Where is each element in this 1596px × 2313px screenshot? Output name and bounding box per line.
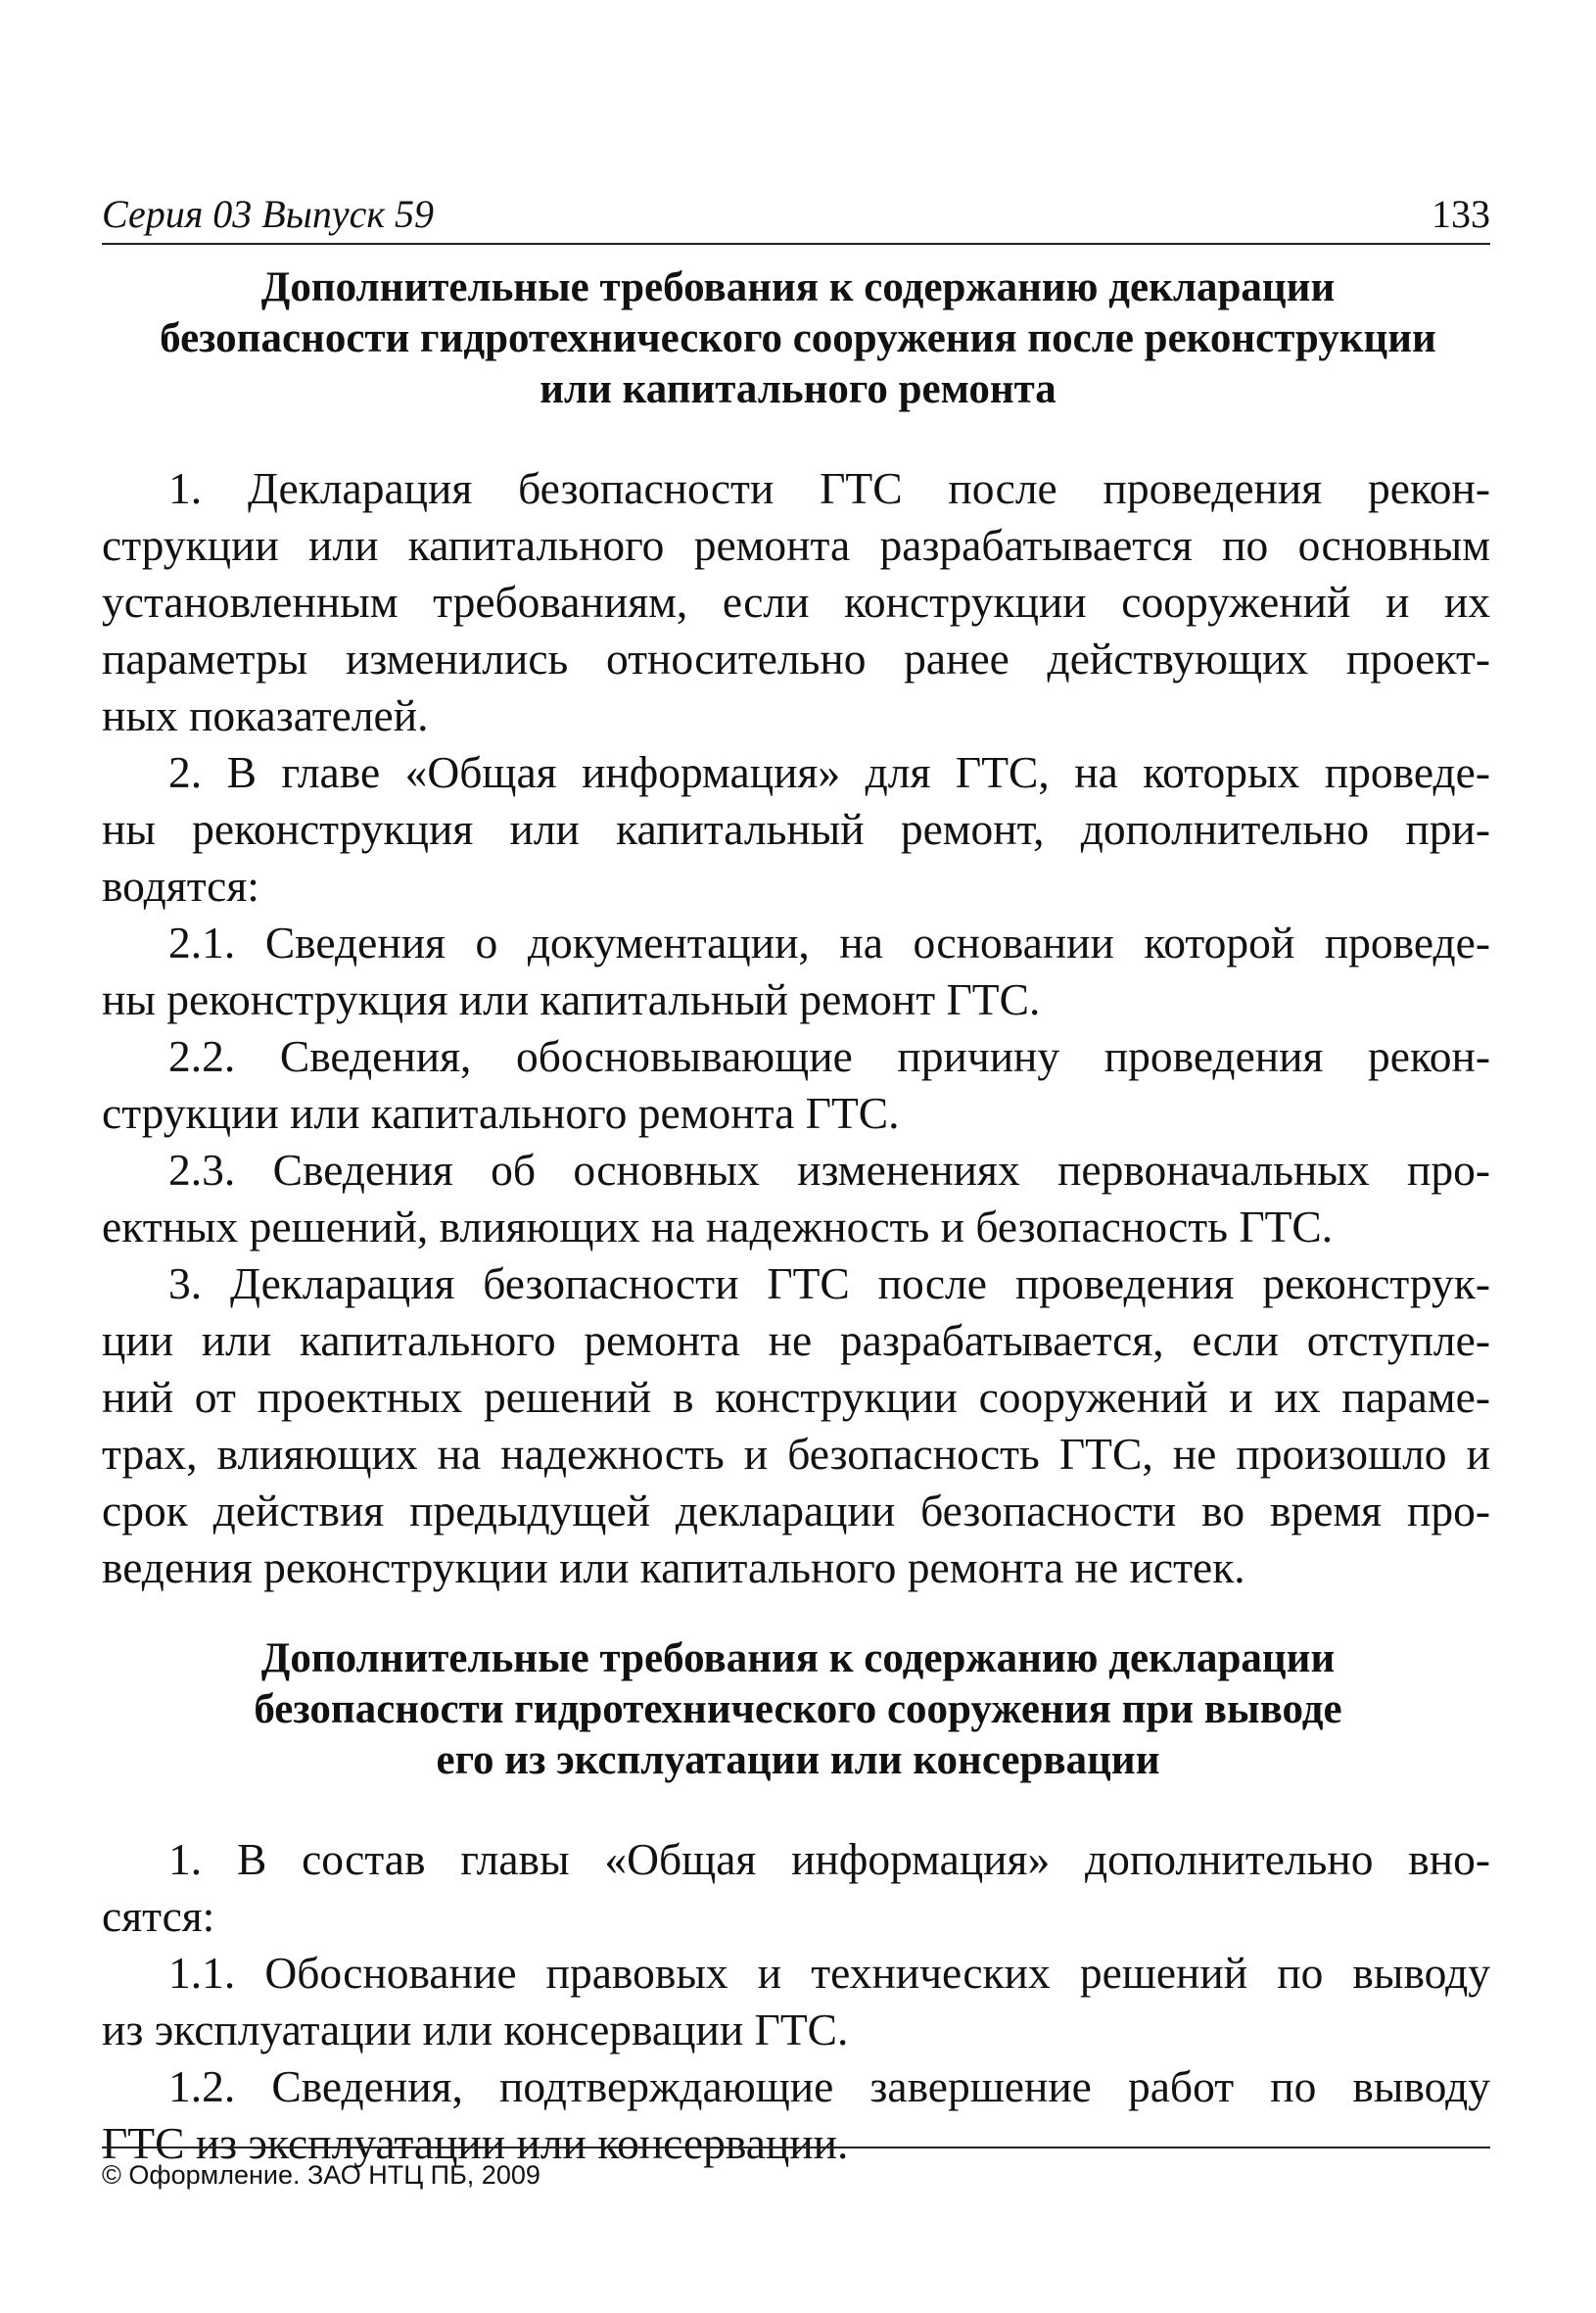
heading-line: безопасности гидротехнического сооружения после реконструкции [160,315,1436,361]
paragraph-s1-2 [102,744,1490,915]
text-line: установленным требованиям, если конструкции сооружений и их [102,577,1490,627]
text-line: срок действия предыдущей декларации безопасности во время про- [102,1486,1490,1535]
text-line: ектных решений, влияющих на надежность и безопасность ГТС. [102,1202,1334,1251]
text-line: 3. Декларация безопасности ГТС после проведения реконструк- [168,1258,1490,1308]
text-line: трах, влияющих на надежность и безопасность ГТС, не произошло и [102,1429,1490,1479]
text-line: ний от проектных решений в конструкции сооружений и их параме- [102,1372,1490,1422]
text-line: 1. Декларация безопасности ГТС после проведения рекон- [168,463,1490,513]
section-1-heading [98,262,1498,415]
paragraph-s1-2-2 [102,1028,1490,1142]
running-header [102,188,1490,245]
text-line: 1.2. Сведения, подтверждающие завершение работ по выводу [168,2061,1490,2111]
text-line: ных показателей. [102,690,429,740]
text-line: ции или капитального ремонта не разрабатывается, если отступле- [102,1315,1490,1365]
paragraph-s2-1 [102,1831,1490,1945]
text-line: струкции или капитального ремонта разрабатывается по основным [102,520,1490,570]
text-line: 2.2. Сведения, обосновывающие причину проведения рекон- [168,1031,1490,1081]
text-line: ны реконструкция или капитальный ремонт, дополнительно при- [102,804,1490,854]
text-line: 1. В состав главы «Общая информация» дополнительно вно- [168,1834,1490,1884]
paragraph-s2-1-1 [102,1945,1490,2058]
text-line: сятся: [102,1891,215,1941]
paragraph-s1-2-3 [102,1142,1490,1255]
section-2-heading [98,1633,1498,1786]
footer-divider [102,2147,1490,2148]
series-issue-label: Серия 03 Выпуск 59 [102,192,435,236]
heading-line: его из эксплуатации или консервации [436,1737,1160,1783]
text-line: 2. В главе «Общая информация» для ГТС, на которых проведе- [168,747,1490,797]
text-line: 2.1. Сведения о документации, на основании которой проведе- [168,918,1490,968]
text-line: 1.1. Обоснование правовых и технических решений по выводу [168,1948,1490,1998]
heading-line: Дополнительные требования к содержанию декларации [260,264,1336,310]
paragraph-s1-3 [102,1255,1490,1596]
text-line: водятся: [102,861,259,911]
text-line: ны реконструкция или капитальный ремонт ГТС. [102,974,1041,1024]
footer-copyright: © Оформление. ЗАО НТЦ ПБ, 2009 [102,2160,540,2190]
text-line: 2.3. Сведения об основных изменениях первоначальных про- [168,1145,1490,1195]
paragraph-s2-1-2 [102,2058,1490,2172]
text-line: параметры изменились относительно ранее действующих проект- [102,634,1490,684]
text-line: ведения реконструкции или капитального ремонта не истек. [102,1542,1245,1592]
heading-line: или капитального ремонта [540,366,1056,412]
heading-line: Дополнительные требования к содержанию декларации [260,1635,1336,1681]
paragraph-s1-1 [102,460,1490,744]
text-line: из эксплуатации или консервации ГТС. [102,2005,849,2054]
paragraph-s1-2-1 [102,915,1490,1028]
text-line: струкции или капитального ремонта ГТС. [102,1088,900,1138]
page-number: 133 [1432,192,1490,236]
heading-line: безопасности гидротехнического сооружения при выводе [254,1686,1342,1732]
text-line: ГТС из эксплуатации или консервации. [102,2118,849,2168]
